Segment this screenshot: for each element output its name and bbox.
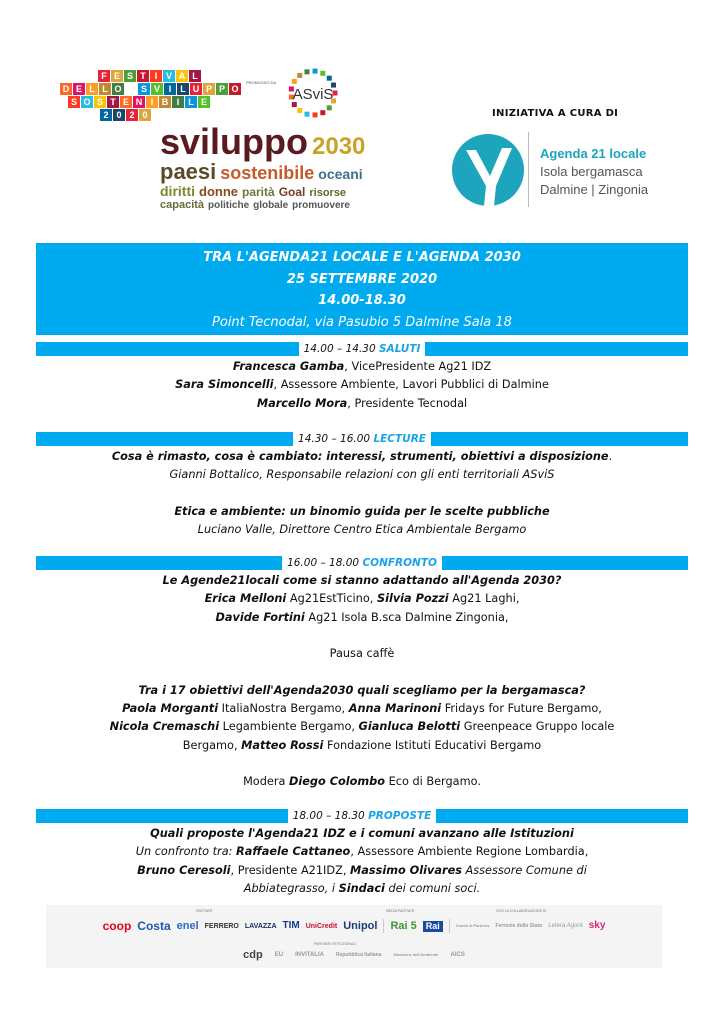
- festival-logo-letter: 2: [126, 109, 138, 121]
- description-text: Fridays for Future Bergamo,: [441, 702, 602, 716]
- description-text: Legambiente Bergamo,: [219, 720, 359, 734]
- festival-logo-letter: A: [176, 70, 188, 82]
- section-time: 16.00 – 18.00: [287, 557, 360, 569]
- collab-label: CON LA COLLABORAZIONE DI: [496, 909, 547, 913]
- promoted-by-label: PROMOSSO DA: [246, 80, 277, 85]
- section-label: [299, 343, 426, 355]
- festival-logo-letter: P: [203, 83, 215, 95]
- description-text: Gianni Bottalico, Responsabile relazioni con gli enti territoriali ASviS: [169, 468, 555, 482]
- description-text: Luciano Valle, Direttore Centro Etica Ambientale Bergamo: [197, 523, 527, 537]
- program-line: [0, 645, 724, 663]
- festival-logo-line: [100, 109, 245, 121]
- collaboration-logos: [456, 921, 606, 931]
- sponsor-logo: Ferrovie dello Stato: [495, 922, 543, 929]
- program-line: [0, 358, 724, 376]
- description-text: , Assessore Ambiente, Lavori Pubblici di Dalmine: [273, 378, 549, 392]
- asvis-ring-segment: [320, 71, 325, 76]
- asvis-ring-segment: [320, 110, 325, 115]
- sponsor-logo: LAVAZZA: [244, 922, 277, 930]
- description-text: dei comuni soci.: [384, 881, 481, 895]
- event-date: 25 SETTEMBRE 2020: [286, 271, 438, 287]
- speaker-or-topic: Nicola Cremaschi: [109, 720, 220, 734]
- program-line: [0, 825, 724, 843]
- word-cloud-word: diritti: [160, 183, 195, 199]
- festival-logo-letter: S: [124, 70, 136, 82]
- program-line: [0, 448, 724, 466]
- agenda21-line1: Agenda 21 locale: [540, 146, 647, 161]
- festival-logo-letter: O: [229, 83, 241, 95]
- festival-logo-letter: D: [60, 83, 72, 95]
- program-line: [0, 572, 724, 590]
- description-text: Un confronto tra:: [135, 845, 237, 859]
- word-cloud-word: parità: [242, 185, 275, 199]
- program-line: [0, 843, 724, 861]
- festival-logo-letter: L: [177, 83, 189, 95]
- festival-logo-letter: E: [198, 96, 210, 108]
- sponsor-logo: UniCredit: [305, 922, 338, 930]
- sponsor-logo: Letera Agorà: [548, 923, 583, 929]
- description-text: Greenpeace Gruppo locale: [460, 720, 615, 734]
- agenda21-logo-icon: [448, 128, 528, 213]
- section-bar-right: [425, 342, 688, 356]
- word-cloud-word: donne: [199, 184, 238, 199]
- section-header-saluti: [36, 342, 688, 356]
- festival-logo-letter: I: [150, 70, 162, 82]
- festival-logo-letter: I: [146, 96, 158, 108]
- sponsor-logo: AICS: [450, 952, 465, 958]
- word-cloud-word: risorse: [309, 187, 347, 199]
- speaker-or-topic: Gianluca Belotti: [358, 720, 461, 734]
- asvis-ring-segment: [304, 69, 309, 74]
- asvis-ring-segment: [292, 79, 297, 84]
- section-time: 18.00 – 18.30: [292, 810, 365, 822]
- sponsor-logo: TIM: [282, 920, 300, 931]
- section-bar-left: [36, 809, 288, 823]
- word-cloud-word: paesi: [160, 159, 217, 184]
- festival-logo-letter: S: [68, 96, 80, 108]
- description-text: Abbiategrasso, i: [243, 881, 339, 895]
- program-line: [0, 718, 724, 736]
- program-line: [0, 862, 724, 880]
- speaker-or-topic: Cosa è rimasto, cosa è cambiato: interessi, strumenti, obiettivi a disposizione: [111, 450, 609, 463]
- speaker-or-topic: Erica Melloni: [204, 592, 287, 606]
- description-text: Bergamo,: [182, 738, 242, 752]
- word-cloud-image: [160, 121, 375, 242]
- festival-logo-letter: S: [94, 96, 106, 108]
- festival-logo-letter: [125, 83, 137, 95]
- festival-logo-letter: 0: [113, 109, 125, 121]
- festival-logo-letter: O: [81, 96, 93, 108]
- event-banner: [36, 243, 688, 335]
- partner-logos: [103, 920, 378, 932]
- description-text: , VicePresidente Ag21 IDZ: [344, 360, 492, 373]
- description-text: , Presidente A21IDZ,: [230, 863, 351, 877]
- speaker-or-topic: Marcello Mora: [256, 396, 348, 410]
- festival-logo-letter: O: [112, 83, 124, 95]
- description-text: .: [608, 450, 613, 463]
- description-text: Fondazione Istituti Educativi Bergamo: [323, 738, 542, 752]
- festival-logo-letter: 2: [100, 109, 112, 121]
- description-text: Ag21 Laghi,: [448, 592, 520, 606]
- festival-logo-letter: E: [111, 70, 123, 82]
- asvis-ring-segment: [327, 105, 332, 110]
- speaker-or-topic: Sara Simoncelli: [175, 378, 274, 392]
- asvis-logo-text: ASviS: [292, 86, 334, 103]
- divider: [383, 919, 384, 933]
- speaker-or-topic: Silvia Pozzi: [376, 592, 449, 606]
- section-header-proposte: [36, 809, 688, 823]
- sponsors-strip: [46, 905, 662, 968]
- divider: [449, 919, 450, 933]
- sponsor-logo: Ministero dell'Ambiente: [393, 952, 439, 957]
- section-title: SALUTI: [379, 343, 421, 355]
- festival-logo: [60, 70, 245, 122]
- section-bar-left: [36, 556, 282, 570]
- sponsor-logo: sky: [588, 920, 606, 931]
- program-line: [0, 609, 724, 627]
- festival-logo-letter: E: [120, 96, 132, 108]
- partner-label: PARTNER: [196, 909, 213, 913]
- asvis-ring-segment: [297, 108, 302, 113]
- sponsor-logo: cdp: [243, 948, 263, 961]
- sponsor-logo: Repubblica Italiana: [335, 951, 382, 958]
- speaker-or-topic: Matteo Rossi: [241, 738, 324, 752]
- festival-logo-letter: E: [73, 83, 85, 95]
- festival-logo-letter: P: [216, 83, 228, 95]
- description-text: Pausa caffè: [329, 647, 395, 661]
- speaker-or-topic: Sindaci: [338, 881, 385, 895]
- description-text: Assessore Comune di: [461, 863, 587, 877]
- agenda21-line2: Isola bergamasca: [540, 164, 643, 179]
- section-time: 14.00 – 14.30: [303, 343, 376, 355]
- description-text: Eco di Bergamo.: [385, 775, 481, 789]
- asvis-ring-segment: [297, 73, 302, 78]
- festival-logo-line: [60, 83, 245, 95]
- event-venue: Point Tecnodal, via Pasubio 5 Dalmine Sala 18: [212, 314, 512, 330]
- speaker-or-topic: Quali proposte l'Agenda21 IDZ e i comuni avanzano alle Istituzioni: [150, 827, 574, 840]
- word-cloud-word: capacità: [160, 199, 205, 211]
- word-cloud-word: sviluppo: [160, 121, 309, 162]
- program-line: [0, 737, 724, 755]
- word-cloud-word: Goal: [278, 185, 306, 199]
- speaker-or-topic: Massimo Olivares: [350, 863, 462, 877]
- sponsor-logo: coop: [102, 919, 132, 933]
- festival-logo-letter: T: [137, 70, 149, 82]
- festival-logo-line: [68, 96, 245, 108]
- speaker-or-topic: Diego Colombo: [289, 775, 386, 789]
- event-title: TRA L'AGENDA21 LOCALE E L'AGENDA 2030: [203, 250, 521, 265]
- festival-logo-letter: B: [159, 96, 171, 108]
- sponsor-logo: INVITALIA: [295, 952, 324, 958]
- speaker-or-topic: Le Agende21locali come si stanno adattando all'Agenda 2030?: [162, 574, 562, 587]
- section-title: CONFRONTO: [362, 557, 437, 569]
- asvis-ring-segment: [304, 112, 309, 117]
- festival-logo-letter: S: [138, 83, 150, 95]
- section-bar-left: [36, 432, 293, 446]
- agenda21-line3: Dalmine | Zingonia: [540, 182, 649, 197]
- sponsor-logo: Unipol: [343, 919, 378, 932]
- speaker-or-topic: Tra i 17 obiettivi dell'Agenda2030 quali scegliamo per la bergamasca?: [138, 683, 586, 697]
- festival-logo-letter: N: [133, 96, 145, 108]
- festival-logo-letter: I: [164, 83, 176, 95]
- festival-logo-letter: L: [86, 83, 98, 95]
- media-label: MEDIA PARTNER: [386, 909, 415, 913]
- program-line: [0, 773, 724, 791]
- program-line: [0, 395, 724, 413]
- program-line: [0, 466, 724, 484]
- section-label: [293, 433, 431, 445]
- speaker-or-topic: Francesca Gamba: [232, 360, 345, 373]
- event-time: 14.00-18.30: [318, 293, 406, 308]
- section-bar-right: [442, 556, 688, 570]
- section-bar-left: [36, 342, 299, 356]
- program-line: [0, 521, 724, 539]
- institutional-label: PARTNER ISTITUZIONALI: [314, 942, 357, 946]
- program-line: [0, 880, 724, 898]
- asvis-ring-segment: [327, 76, 332, 81]
- word-cloud-word: sostenibile: [220, 163, 315, 183]
- speaker-or-topic: Davide Fortini: [215, 610, 305, 624]
- speaker-or-topic: Bruno Ceresoli: [137, 863, 231, 877]
- sponsor-logo: EU: [274, 952, 284, 958]
- initiative-label: INIZIATIVA A CURA DI: [492, 108, 619, 119]
- asvis-ring-segment: [313, 112, 318, 117]
- festival-logo-letter: L: [99, 83, 111, 95]
- speaker-or-topic: Paola Morganti: [122, 702, 219, 716]
- word-cloud-word: politiche: [208, 200, 250, 211]
- festival-logo-letter: V: [151, 83, 163, 95]
- program-line: [0, 376, 724, 394]
- sponsor-logo: Costa: [137, 919, 171, 933]
- festival-logo-letter: T: [107, 96, 119, 108]
- sponsor-logo: Rai: [423, 921, 443, 932]
- section-header-lecture: [36, 432, 688, 446]
- word-cloud-word: 2030: [312, 133, 366, 160]
- asvis-logo: [278, 68, 348, 118]
- section-label: [288, 810, 437, 822]
- description-text: Modera: [243, 775, 290, 789]
- program-line: [0, 590, 724, 608]
- description-text: Ag21EstTicino,: [286, 592, 377, 606]
- program-line: [0, 503, 724, 521]
- sponsor-logo: FERRERO: [204, 922, 239, 930]
- asvis-ring-segment: [313, 69, 318, 74]
- speaker-or-topic: Raffaele Cattaneo: [236, 845, 351, 859]
- sponsor-logo: enel: [176, 919, 199, 932]
- festival-logo-letter: L: [189, 70, 201, 82]
- agenda21-logo-text: [540, 145, 648, 199]
- sponsor-logo: Comin & Partners: [455, 923, 490, 928]
- section-header-confronto: [36, 556, 688, 570]
- festival-logo-letter: L: [185, 96, 197, 108]
- description-text: ItaliaNostra Bergamo,: [218, 702, 349, 716]
- festival-logo-line: [98, 70, 245, 82]
- description-text: Ag21 Isola B.sca Dalmine Zingonia,: [304, 610, 509, 624]
- word-cloud-word: promuovere: [292, 200, 350, 211]
- description-text: , Assessore Ambiente Regione Lombardia,: [350, 845, 589, 859]
- program-line: [0, 700, 724, 718]
- festival-logo-letter: V: [163, 70, 175, 82]
- festival-logo-letter: U: [190, 83, 202, 95]
- word-cloud-word: oceani: [318, 166, 363, 182]
- divider: [528, 132, 529, 207]
- festival-logo-letter: 0: [139, 109, 151, 121]
- speaker-or-topic: Etica e ambiente: un binomio guida per le scelte pubbliche: [174, 504, 550, 518]
- section-bar-right: [436, 809, 688, 823]
- festival-logo-letter: I: [172, 96, 184, 108]
- program-line: [0, 682, 724, 700]
- section-title: LECTURE: [373, 433, 426, 445]
- sponsor-row-institutional: [46, 948, 662, 962]
- sponsor-logo: Rai 5: [390, 919, 417, 932]
- section-time: 14.30 – 16.00: [298, 433, 371, 445]
- media-partner-logos: [390, 921, 442, 932]
- word-cloud-word: globale: [253, 200, 289, 211]
- description-text: , Presidente Tecnodal: [347, 396, 468, 410]
- section-label: [282, 557, 442, 569]
- speaker-or-topic: Anna Marinoni: [348, 702, 442, 716]
- section-bar-right: [431, 432, 688, 446]
- festival-logo-letter: F: [98, 70, 110, 82]
- section-title: PROPOSTE: [368, 810, 432, 822]
- sponsor-row-partners: [46, 918, 662, 934]
